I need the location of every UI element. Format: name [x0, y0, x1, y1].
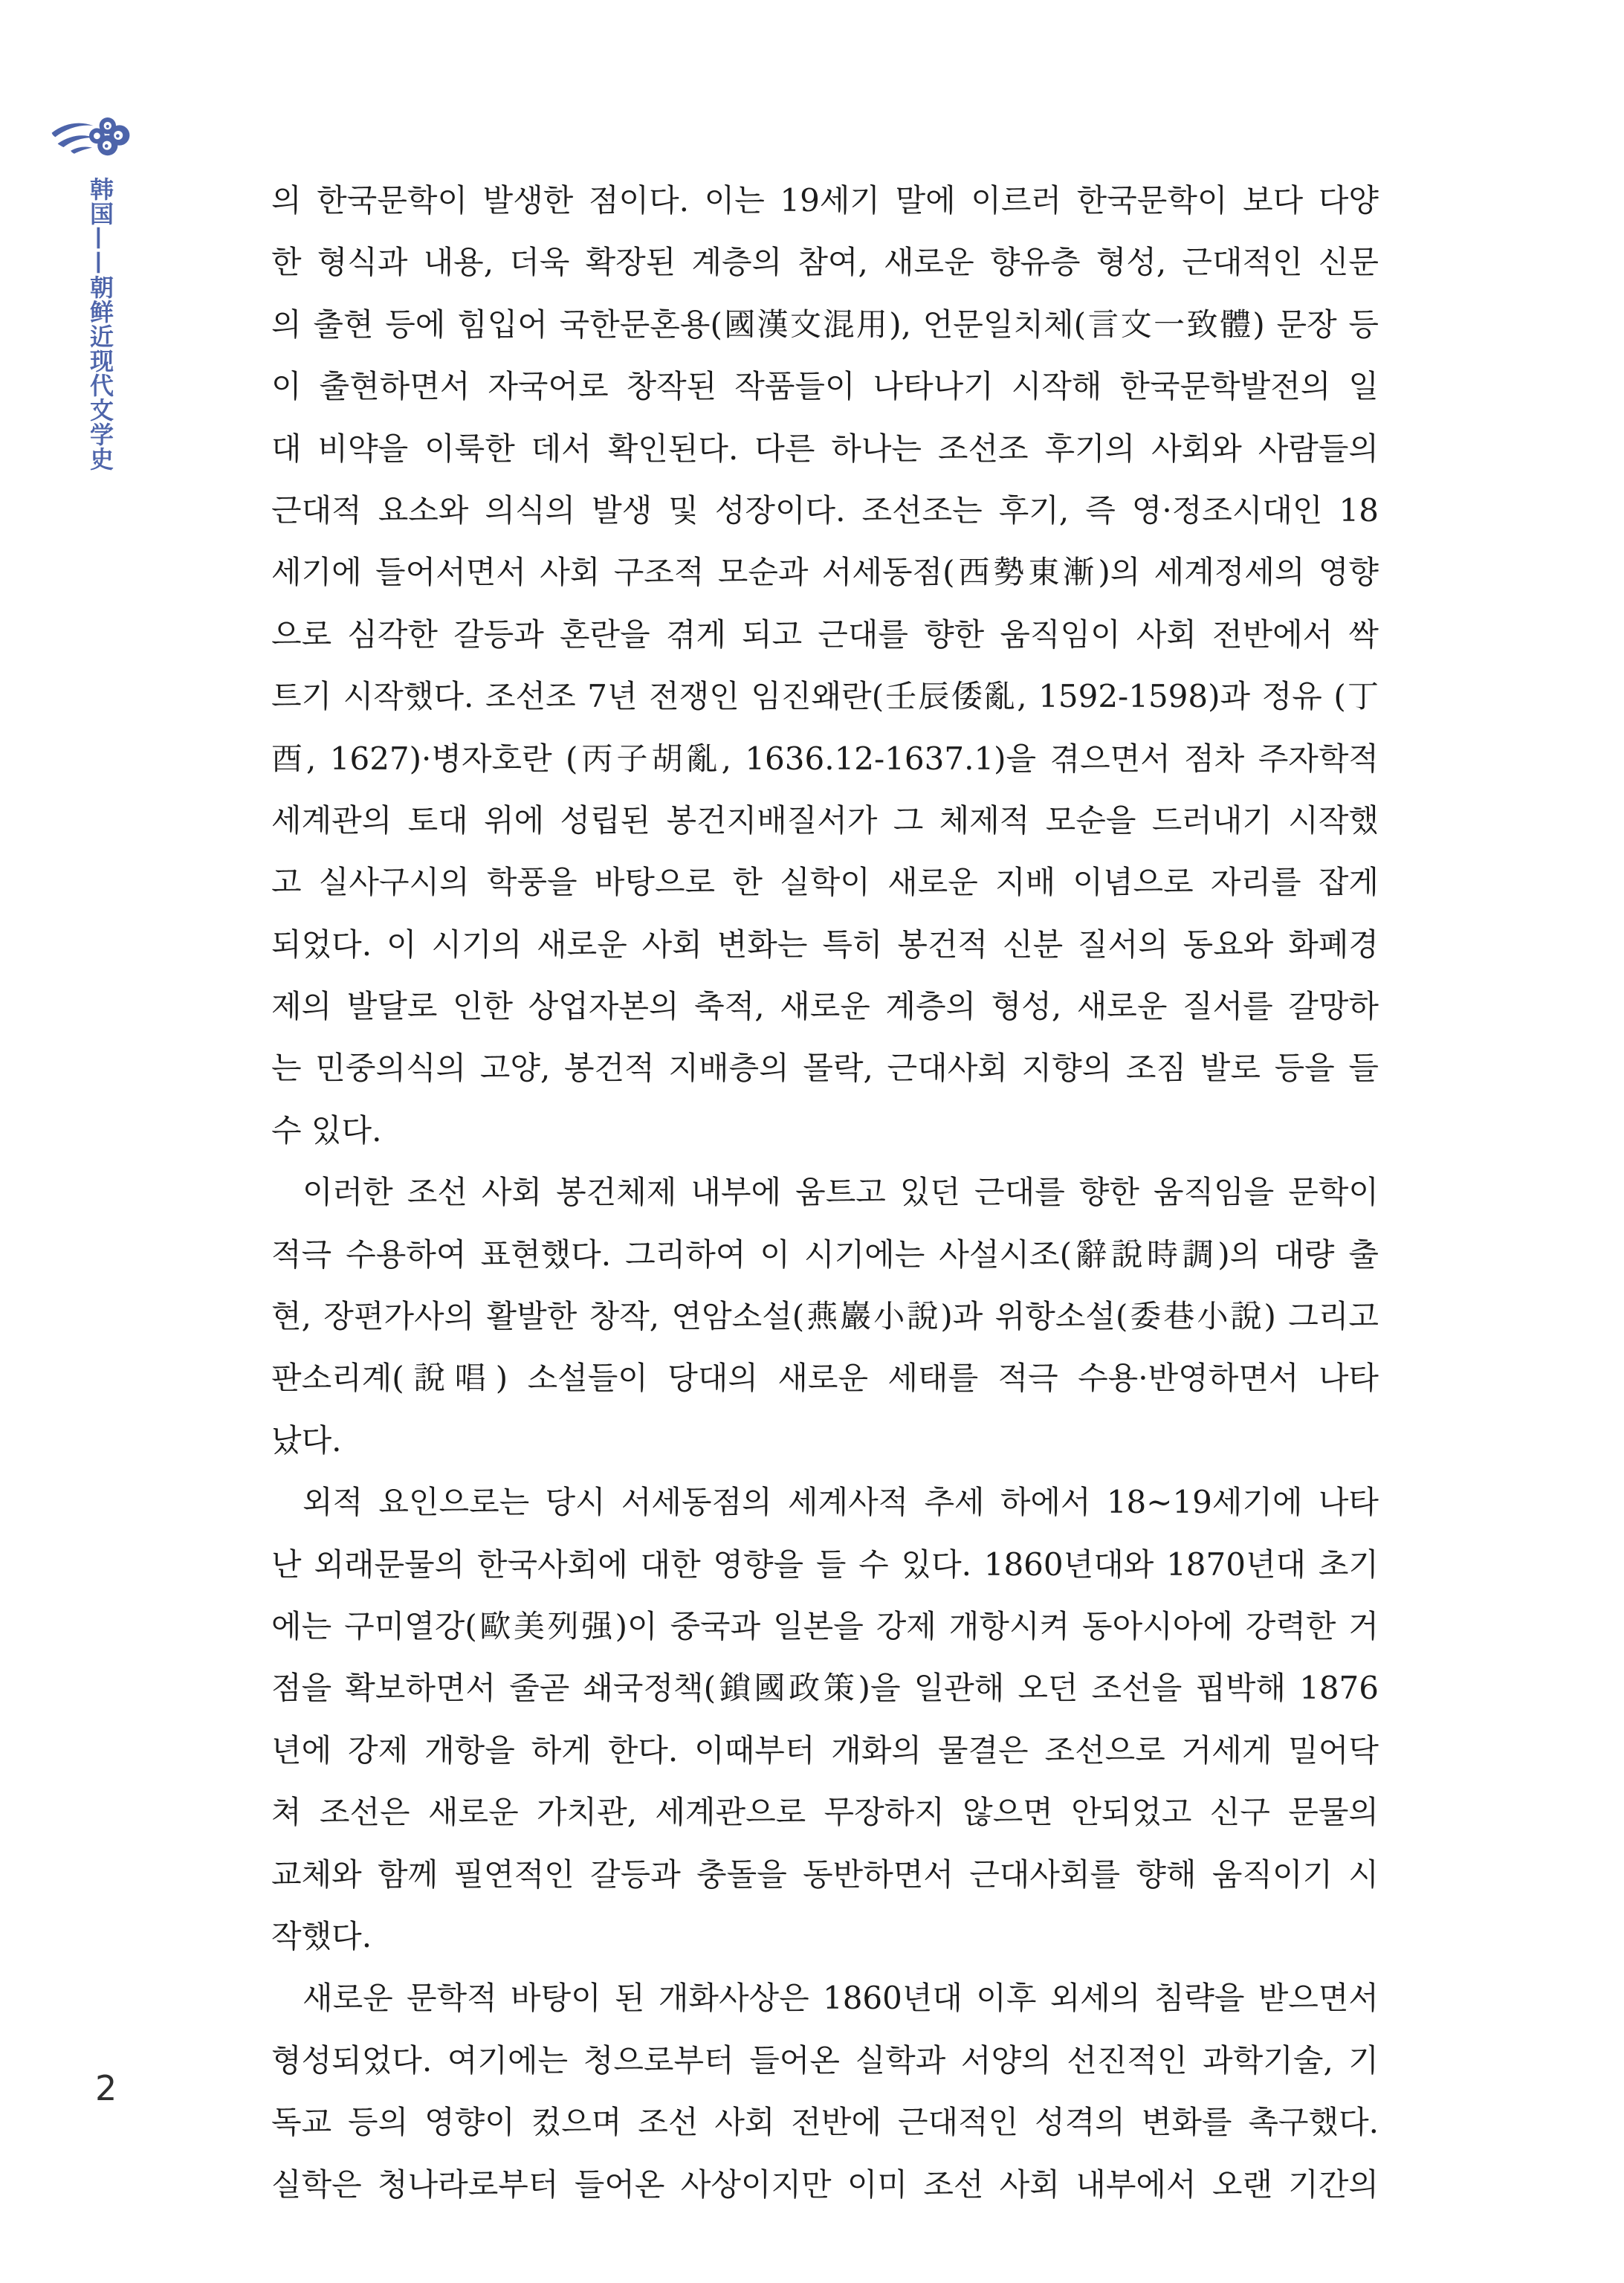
text-line: 고 실사구시의 학풍을 바탕으로 한 실학이 새로운 지배 이념으로 자리를 잡게 [271, 864, 1379, 901]
text-line: 쳐 조선은 새로운 가치관, 세계관으로 무장하지 않으면 안되었고 신구 문물의 [271, 1794, 1379, 1831]
text-line: 적극 수용하여 표현했다. 그리하여 이 시기에는 사설시조(辭說時調)의 대량 출 [271, 1236, 1379, 1273]
text-line: 되었다. 이 시기의 새로운 사회 변화는 특히 봉건적 신분 질서의 동요와 화폐경 [271, 926, 1379, 963]
page-number: 2 [95, 2068, 117, 2108]
text-line: 으로 심각한 갈등과 혼란을 겪게 되고 근대를 향한 움직임이 사회 전반에서 싹 [271, 616, 1379, 653]
text-line: 점을 확보하면서 줄곧 쇄국정책(鎖國政策)을 일관해 오던 조선을 핍박해 1876 [271, 1670, 1379, 1707]
text-line: 한 형식과 내용, 더욱 확장된 계층의 참여, 새로운 향유층 형성, 근대적인 신문 [271, 244, 1379, 281]
text-line: 酉, 1627)·병자호란 (丙子胡亂, 1636.12-1637.1)을 겪으면서 점차 주자학적 [271, 740, 1379, 777]
text-line: 외적 요인으로는 당시 서세동점의 세계사적 추세 하에서 18~19세기에 나타 [303, 1484, 1379, 1521]
text-line: 난 외래문물의 한국사회에 대한 영향을 들 수 있다. 1860년대와 1870년대 초기 [271, 1546, 1379, 1583]
sidebar [0, 0, 245, 2283]
text-line: 형성되었다. 여기에는 청으로부터 들어온 실학과 서양의 선진적인 과학기술, 기 [271, 2041, 1379, 2079]
text-line: 새로운 문학적 바탕이 된 개화사상은 1860년대 이후 외세의 침략을 받으면서 [303, 1980, 1379, 2017]
text-line: 수 있다. [271, 1111, 382, 1149]
text-line: 현, 장편가사의 활발한 창작, 연암소설(燕巖小說)과 위항소설(委巷小說) 그리고 [271, 1298, 1379, 1335]
text-line: 이 출현하면서 자국어로 창작된 작품들이 나타나기 시작해 한국문학발전의 일 [271, 368, 1379, 405]
text-line: 났다. [271, 1421, 342, 1459]
text-line: 세기에 들어서면서 사회 구조적 모순과 서세동점(西勢東漸)의 세계정세의 영향 [271, 554, 1379, 591]
body-text [271, 169, 1379, 2215]
text-line: 의 한국문학이 발생한 점이다. 이는 19세기 말에 이르러 한국문학이 보다 다양 [271, 182, 1379, 219]
text-line: 에는 구미열강(歐美列强)이 중국과 일본을 강제 개항시켜 동아시아에 강력한 거 [271, 1607, 1379, 1644]
text-line: 는 민중의식의 고양, 봉건적 지배층의 몰락, 근대사회 지향의 조짐 발로 등을 들 [271, 1050, 1379, 1087]
text-line: 판소리계(說唱) 소설들이 당대의 새로운 세태를 적극 수용·반영하면서 나타 [271, 1360, 1379, 1397]
text-line: 세계관의 토대 위에 성립된 봉건지배질서가 그 체제적 모순을 드러내기 시작했 [271, 801, 1379, 839]
text-line: 대 비약을 이룩한 데서 확인된다. 다른 하나는 조선조 후기의 사회와 사람들의 [271, 430, 1379, 467]
text-line: 이러한 조선 사회 봉건체제 내부에 움트고 있던 근대를 향한 움직임을 문학이 [303, 1174, 1379, 1211]
cloud-logo-icon [49, 112, 135, 159]
text-line: 트기 시작했다. 조선조 7년 전쟁인 임진왜란(壬辰倭亂, 1592-1598)과 정유 (丁 [271, 678, 1379, 715]
text-line: 작했다. [271, 1917, 372, 1954]
text-line: 년에 강제 개항을 하게 한다. 이때부터 개화의 물결은 조선으로 거세게 밀어닥 [271, 1731, 1379, 1769]
text-line: 의 출현 등에 힘입어 국한문혼용(國漢文混用), 언문일치체(言文一致體) 문장 등 [271, 306, 1379, 343]
text-line: 독교 등의 영향이 컸으며 조선 사회 전반에 근대적인 성격의 변화를 촉구했다. [271, 2104, 1379, 2141]
text-line: 제의 발달로 인한 상업자본의 축적, 새로운 계층의 형성, 새로운 질서를 갈망하 [271, 988, 1379, 1025]
text-line: 근대적 요소와 의식의 발생 및 성장이다. 조선조는 후기, 즉 영·정조시대인 18 [271, 491, 1379, 529]
text-line: 실학은 청나라로부터 들어온 사상이지만 이미 조선 사회 내부에서 오랜 기간의 [271, 2166, 1379, 2203]
text-line: 교체와 함께 필연적인 갈등과 충돌을 동반하면서 근대사회를 향해 움직이기 시 [271, 1856, 1379, 1893]
book-series-title: 韩国——朝鲜近现代文学史 [86, 177, 114, 471]
